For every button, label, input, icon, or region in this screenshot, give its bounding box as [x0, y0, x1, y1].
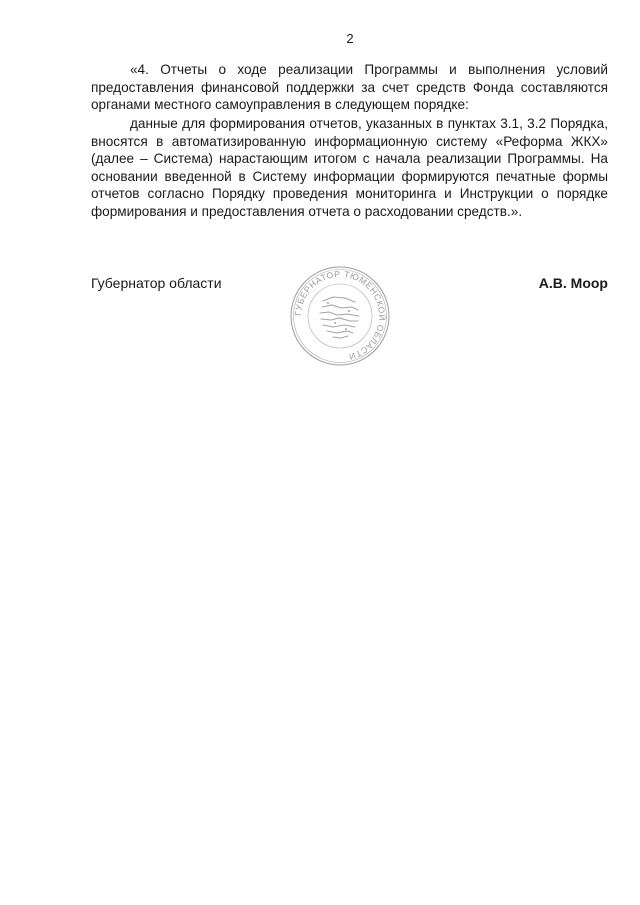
- page-number: 2: [346, 31, 354, 46]
- seal-text: ГУБЕРНАТОР ТЮМЕНСКОЙ ОБЛАСТИ: [292, 268, 388, 362]
- paragraph-reporting-data: данные для формирования отчетов, указанных в пунктах 3.1, 3.2 Порядка, вносятся в автоматизированную информационную систему «Реформа ЖКХ» (далее – Система) нарастающим итогом с начала реализации Программы. На основании введенной в Систему информации формируются печатные формы отчетов согласно Порядку проведения мониторинга и Инструкции о порядке формирования и предоставления отчета о расходовании средств.».: [91, 116, 608, 219]
- signer-title: Губернатор области: [91, 275, 222, 291]
- signer-name: А.В. Моор: [538, 275, 608, 291]
- paragraph-reporting-order: «4. Отчеты о ходе реализации Программы и выполнения условий предоставления финансовой поддержки за счет средств Фонда составляются органами местного самоуправления в следующем порядке:: [91, 62, 608, 113]
- official-seal-icon: [289, 265, 391, 367]
